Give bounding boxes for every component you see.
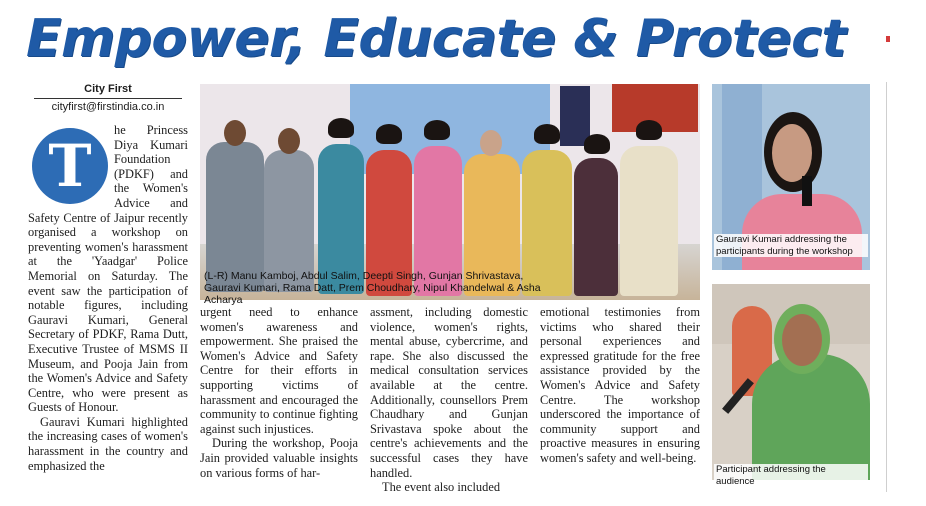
person-figure <box>574 158 618 296</box>
main-photo-caption: (L-R) Manu Kamboj, Abdul Salim, Deepti Singh, Gunjan Shrivastava, Gauravi Kumari, Rama Datt, Prem Choudhary, Nipul Khandelwal & Asha Acharya <box>204 270 541 306</box>
person-head <box>480 130 502 156</box>
headline: Empower, Educate & Protect <box>26 9 846 69</box>
byline-rule <box>34 98 182 99</box>
article-column-1 <box>28 123 188 473</box>
accent-mark <box>886 36 890 42</box>
article-paragraph: he Princess Diya Kumari Foundation (PDKF) and the Women's Advice and Safety Centre of Jaipur recently organised a workshop on preventing women's harassment at the 'Yaadgar' Police Memorial on Saturday. The event saw the participation of notable figures, including Gauravi Kumari, General Secretary of PDKF, Rama Dutt, Executive Trustee of MSMS II Museum, and Pooja Jain from the Women's Advice and Safety Centre, who were present as Guests of Honour. <box>28 123 188 415</box>
article-column-4 <box>540 305 700 466</box>
participant-photo-caption: Participant addressing the audience <box>714 464 868 487</box>
byline-email: cityfirst@firstindia.co.in <box>51 101 165 113</box>
speaker-photo <box>712 84 870 270</box>
person-hair <box>584 134 610 154</box>
person-head <box>782 314 822 366</box>
person-figure <box>752 354 870 480</box>
byline-section: City First <box>84 83 132 95</box>
article-paragraph: Gauravi Kumari highlighted the increasing cases of women's harassment in the country and emphasized the <box>28 414 188 473</box>
person-hair <box>424 120 450 140</box>
person-figure <box>620 146 678 296</box>
article-paragraph: emotional testimonies from victims who shared their personal experiences and expressed gratitude for the free assistance provided by the Women's Advice and Safety Centre. The workshop underscored the importance of community support and proactive measures in ensuring women's safety and well-being. <box>540 305 700 465</box>
article-paragraph: During the workshop, Pooja Jain provided valuable insights on various forms of har- <box>200 436 358 480</box>
person-head <box>278 128 300 154</box>
participant-photo <box>712 284 870 487</box>
person-hair <box>636 120 662 140</box>
column-rule <box>886 82 887 492</box>
article-paragraph: urgent need to enhance women's awareness and empowerment. She praised the Women's Advice and Safety Centre for their efforts in supporting victims of harassment and encouraged the community to continue fighting against such injustices. <box>200 305 358 436</box>
person-hair <box>328 118 354 138</box>
article-paragraph: The event also included <box>382 480 501 495</box>
article-paragraph: assment, including domestic violence, women's rights, mental abuse, cybercrime, and rape. She also discussed the medical consultation services available at the centre. Additionally, counsellors Prem Chaudhary and Gunjan Srivastava spoke about the centre's achievements and the successful cases they have handled. <box>370 305 528 480</box>
dropcap: T <box>32 128 108 204</box>
article-column-2 <box>200 305 358 480</box>
article-column-3 <box>370 305 528 495</box>
person-hair <box>534 124 560 144</box>
speaker-photo-caption: Gauravi Kumari addressing the participants during the workshop <box>714 234 868 257</box>
person-hair <box>376 124 402 144</box>
byline <box>28 82 188 115</box>
main-group-photo <box>200 84 700 300</box>
person-head <box>224 120 246 146</box>
microphone-icon <box>802 176 812 206</box>
person-head <box>772 124 812 182</box>
photo-emblem <box>560 86 590 146</box>
